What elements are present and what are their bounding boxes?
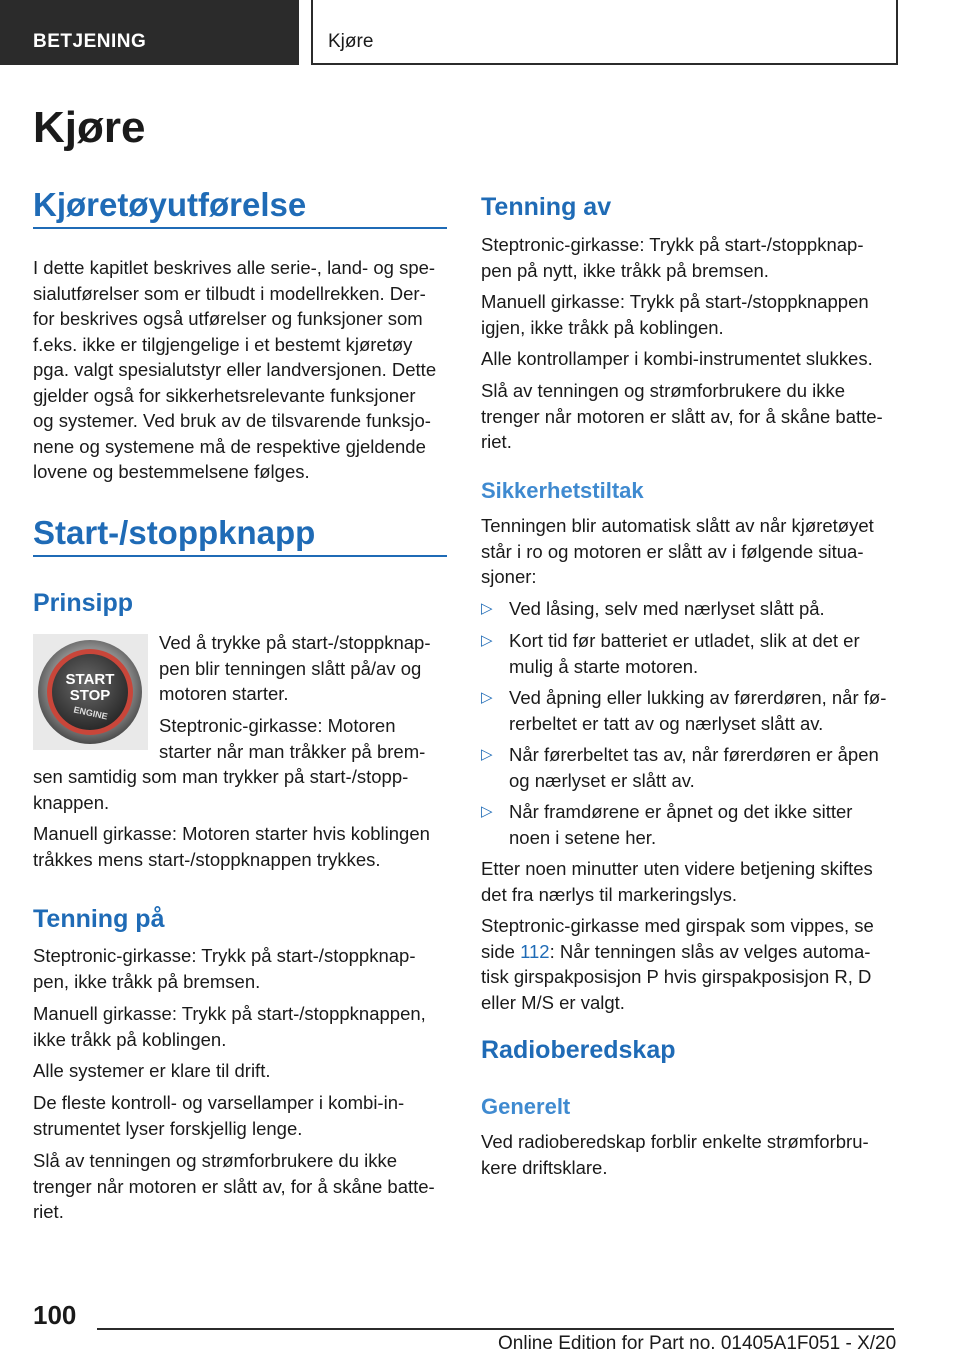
text-fragment: : Når tenningen slås av velges automa- <box>549 940 871 962</box>
heading-generelt: Generelt <box>481 1094 571 1119</box>
text-line: riet. <box>33 1201 64 1222</box>
paragraph-tenning-paa-1 <box>33 943 447 994</box>
start-text: START <box>65 671 115 688</box>
text-line: sen samtidig som man trykker på start-/stopp- <box>33 766 409 787</box>
paragraph-prinsipp-1 <box>159 630 447 707</box>
text-line: pen, ikke tråkk på bremsen. <box>33 970 261 992</box>
heading-start-stoppknapp: Start-/stoppknapp <box>33 520 447 557</box>
paragraph-tenning-av-1 <box>481 232 894 283</box>
footer-divider <box>97 1328 894 1330</box>
heading-tenning-av: Tenning av <box>481 193 612 221</box>
text-line: Manuell girkasse: Trykk på start-/stoppknappen, <box>33 1003 426 1024</box>
heading-radioberedskap: Radioberedskap <box>481 1036 676 1064</box>
header-section-tab <box>0 0 299 65</box>
heading-kjoretoyutforelse: Kjøretøyutførelse <box>33 192 447 229</box>
list-item <box>481 799 894 850</box>
paragraph-intro <box>33 255 447 485</box>
text-line: Tenningen blir automatisk slått av når kjøretøyet <box>481 515 874 536</box>
text-line: Ved låsing, selv med nærlyset slått på. <box>509 598 825 619</box>
text-line: Manuell girkasse: Motoren starter hvis koblingen <box>33 823 430 844</box>
text-line: rerbeltet er tatt av og nærlyset slått av. <box>509 712 824 734</box>
text-line: Steptronic-girkasse: Trykk på start-/stoppknap- <box>481 234 864 255</box>
text-line: motoren starter. <box>159 683 289 704</box>
triangle-bullet-icon: ▷ <box>481 600 493 617</box>
list-item <box>481 628 894 679</box>
triangle-bullet-icon: ▷ <box>481 746 493 763</box>
text-line: pen på nytt, ikke tråkk på bremsen. <box>481 259 769 281</box>
text-line: mulig å starte motoren. <box>509 655 699 677</box>
text-line: riet. <box>481 431 512 452</box>
text-line: står i ro og motoren er slått av i følgende situa- <box>481 540 864 562</box>
start-stop-button-image <box>33 634 148 750</box>
paragraph-tenning-paa-3: Alle systemer er klare til drift. <box>33 1060 271 1081</box>
text-line: tisk girspakposisjon P hvis girspakposisjon R, D <box>481 966 872 987</box>
text-line: f.eks. ikke er tilgjengelige i et bestemt kjøretøy <box>33 333 413 355</box>
text-line: pen blir tenningen slått på/av og <box>159 657 422 679</box>
text-line: strumentet lyser forskjellig lenge. <box>33 1117 303 1139</box>
text-line: for beskrives også utførelser og funksjoner som <box>33 308 423 329</box>
text-line: trenger når motoren er slått av, for å skåne batte- <box>481 405 883 427</box>
text-line: igjen, ikke tråkk på koblingen. <box>481 316 724 338</box>
text-line: trenger når motoren er slått av, for å skåne batte- <box>33 1175 435 1197</box>
text-line: Ved åpning eller lukking av førerdøren, når fø- <box>509 687 887 708</box>
text-line: De fleste kontroll- og varsellamper i kombi-in- <box>33 1092 405 1113</box>
text-line: noen i setene her. <box>509 826 657 848</box>
heading-prinsipp: Prinsipp <box>33 589 134 617</box>
paragraph-sikkerhet-1 <box>481 513 894 590</box>
stop-text: STOP <box>69 687 111 704</box>
text-line: Ved å trykke på start-/stoppknap- <box>159 632 431 653</box>
text-line: eller M/S er valgt. <box>481 991 625 1013</box>
text-line: Steptronic-girkasse: Motoren <box>159 715 396 736</box>
page-number: 100 <box>33 1300 77 1330</box>
heading-sikkerhetstiltak: Sikkerhetstiltak <box>481 478 644 503</box>
text-line: Når førerbeltet tas av, når førerdøren er åpen <box>509 744 879 765</box>
text-line: gjelder også for sikkerhetsrelevante funksjoner <box>33 384 416 406</box>
list-item <box>481 685 894 736</box>
paragraph-prinsipp-3 <box>33 821 447 872</box>
text-line: starter når man tråkker på brem- <box>159 740 426 762</box>
header-section-label: BETJENING <box>33 31 147 52</box>
paragraph-prinsipp-2-cont <box>33 764 447 815</box>
text-line: det fra nærlys til markeringslys. <box>481 883 737 905</box>
text-line: Steptronic-girkasse med girspak som vippes, se <box>481 915 874 936</box>
text-line: sjoner: <box>481 566 537 587</box>
text-line: knappen. <box>33 791 110 813</box>
page-title: Kjøre <box>33 103 146 152</box>
triangle-bullet-icon: ▷ <box>481 632 493 649</box>
paragraph-tenning-paa-5 <box>33 1148 447 1225</box>
text-line: Slå av tenningen og strømforbrukere du ikke <box>33 1150 398 1171</box>
text-line: lovene og bestemmelsene følges. <box>33 461 310 482</box>
text-line: Når framdørene er åpnet og det ikke sitter <box>509 801 853 822</box>
paragraph-prinsipp-2 <box>159 713 447 764</box>
text-line: ikke tråkk på koblingen. <box>33 1028 227 1050</box>
text-line: pga. valgt spesialutstyr eller landversjonen. Dette <box>33 359 437 380</box>
header-chapter-label: Kjøre <box>328 31 374 52</box>
text-fragment: side <box>481 940 521 962</box>
paragraph-tenning-paa-2 <box>33 1001 447 1052</box>
start-stop-engine-icon <box>33 634 148 750</box>
text-line: Ved radioberedskap forblir enkelte strømforbru- <box>481 1131 869 1152</box>
footer-edition: Online Edition for Part no. 01405A1F051 - X/20 <box>498 1333 897 1354</box>
paragraph-radio-1 <box>481 1129 894 1180</box>
paragraph-sikkerhet-2 <box>481 856 894 907</box>
text-line: og nærlyset er slått av. <box>509 769 695 791</box>
paragraph-tenning-av-4 <box>481 378 894 455</box>
text-line: Etter noen minutter uten videre betjening skiftes <box>481 858 873 879</box>
text-line: sialutførelser som er tilbudt i modellrekken. Der- <box>33 282 426 304</box>
page-reference-link[interactable]: 112 <box>520 940 550 962</box>
paragraph-tenning-paa-4 <box>33 1090 447 1141</box>
header-chapter-tab <box>311 0 898 65</box>
text-line: I dette kapitlet beskrives alle serie-, land- og spe- <box>33 257 436 278</box>
triangle-bullet-icon: ▷ <box>481 689 493 706</box>
text-line: Kort tid før batteriet er utladet, slik at det er <box>509 630 860 651</box>
text-line: og systemer. Ved bruk av de tilsvarende funksjo- <box>33 410 431 431</box>
paragraph-tenning-av-3: Alle kontrollamper i kombi-instrumentet slukkes. <box>481 348 873 369</box>
triangle-bullet-icon: ▷ <box>481 803 493 820</box>
text-line: kere driftsklare. <box>481 1156 608 1178</box>
text-line: Manuell girkasse: Trykk på start-/stoppknappen <box>481 291 869 312</box>
paragraph-tenning-av-2 <box>481 289 894 340</box>
paragraph-sikkerhet-3 <box>481 913 894 1015</box>
text-line: Steptronic-girkasse: Trykk på start-/stoppknap- <box>33 945 416 966</box>
engine-text: ENGINE <box>72 704 109 722</box>
text-line <box>481 939 894 965</box>
list-item <box>481 596 894 622</box>
list-item <box>481 742 894 793</box>
text-line: nene og systemene må de respektive gjeldende <box>33 435 426 457</box>
text-line: tråkkes mens start-/stoppknappen trykkes. <box>33 848 381 870</box>
heading-tenning-paa: Tenning på <box>33 905 165 933</box>
text-line: Slå av tenningen og strømforbrukere du ikke <box>481 380 846 401</box>
